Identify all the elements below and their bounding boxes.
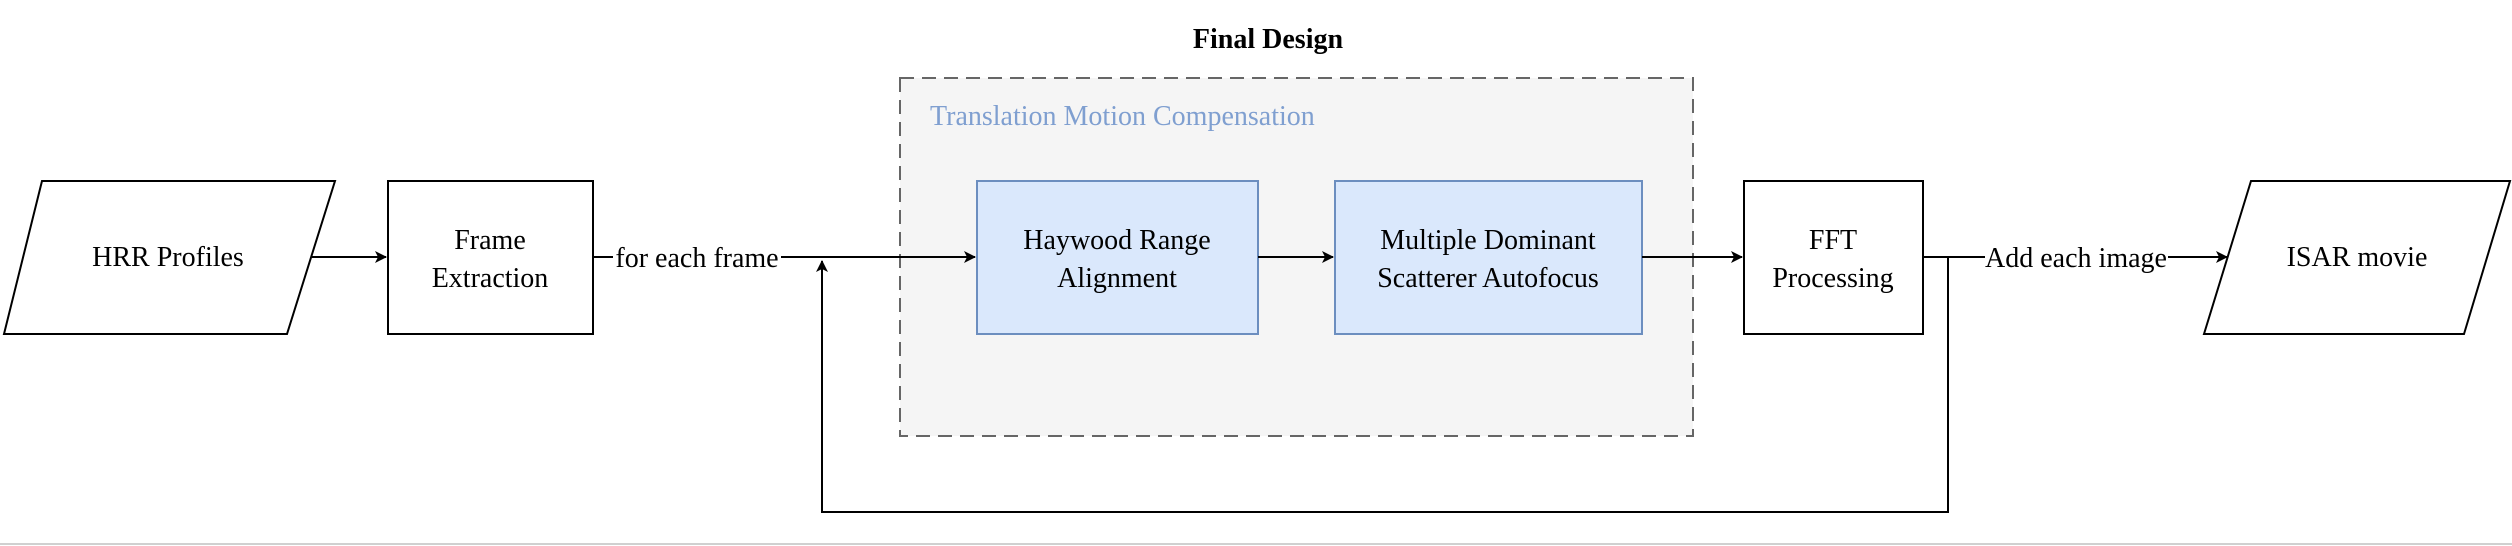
node-frame-extraction-line1: Frame	[454, 225, 526, 256]
edge-label-for-each-frame: for each frame	[615, 243, 779, 274]
node-hrr-profiles-label: HRR Profiles	[92, 242, 244, 273]
node-frame-extraction[interactable]	[388, 181, 593, 334]
node-mdsa-line1: Multiple Dominant	[1380, 225, 1596, 256]
diagram-title: Final Design	[1192, 24, 1344, 55]
group-label: Translation Motion Compensation	[930, 101, 1315, 132]
node-haywood-range-alignment[interactable]	[977, 181, 1258, 334]
node-fft-line1: FFT	[1808, 225, 1858, 256]
node-isar-movie-label: ISAR movie	[2286, 242, 2428, 273]
node-fft-processing[interactable]	[1744, 181, 1923, 334]
node-haywood-line2: Alignment	[1057, 263, 1177, 294]
node-fft-line2: Processing	[1772, 263, 1894, 294]
node-mdsa-line2: Scatterer Autofocus	[1377, 263, 1599, 294]
edge-label-add-each-image: Add each image	[1985, 243, 2167, 274]
node-frame-extraction-line2: Extraction	[431, 263, 549, 294]
node-mdsa[interactable]	[1335, 181, 1642, 334]
node-haywood-line1: Haywood Range	[1023, 225, 1211, 256]
